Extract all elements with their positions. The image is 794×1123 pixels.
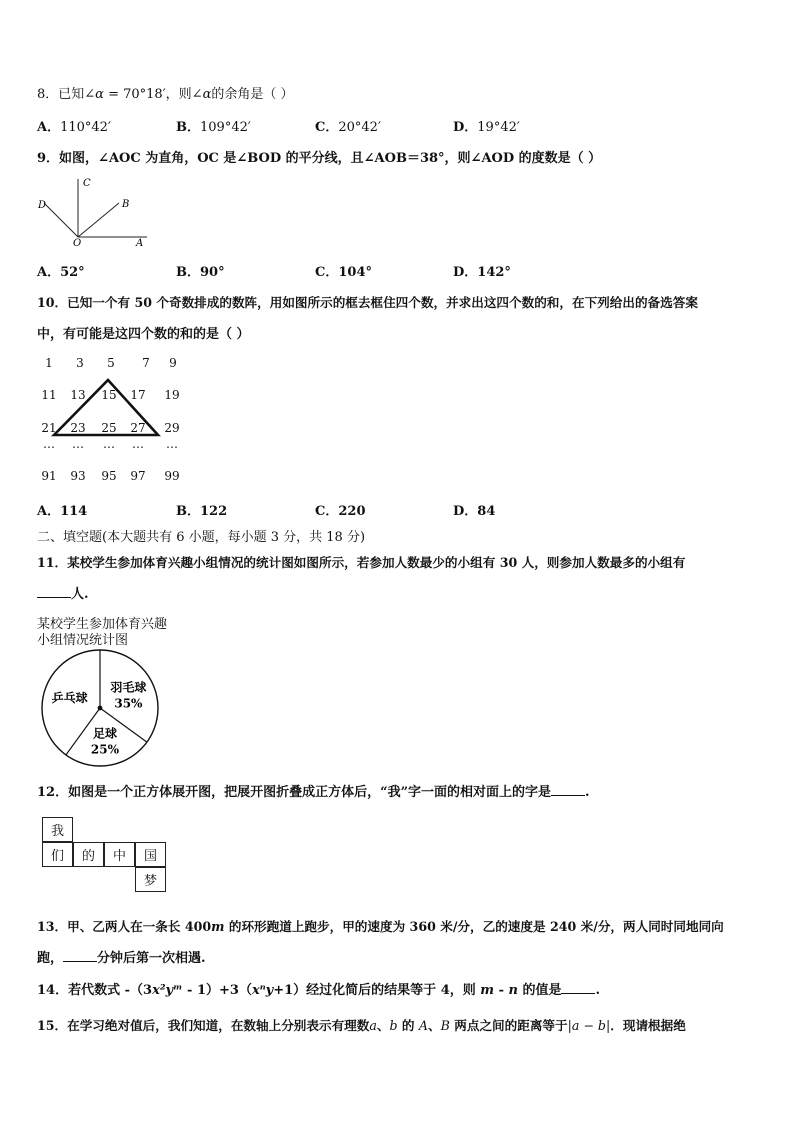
- array-cell: 97: [130, 469, 146, 483]
- q15-text: 、: [428, 1018, 441, 1033]
- array-cell: …: [132, 437, 144, 451]
- q8-text-pre: 8．已知∠: [37, 87, 96, 102]
- net-cell: 的: [73, 842, 104, 867]
- q8-option-b[interactable]: [176, 116, 251, 135]
- q10-triangle-frame: [40, 370, 170, 440]
- q14-text: - 1）+3（: [182, 983, 252, 998]
- q11-chart-title-1: 某校学生参加体育兴趣: [37, 617, 168, 632]
- label-c: C: [83, 178, 91, 189]
- q13-unit-m: m: [211, 919, 225, 934]
- pie-slice-percent: 35%: [114, 696, 143, 711]
- q14-text: +1）经过化简后的结果等于 4，则: [273, 983, 481, 998]
- array-cell: 91: [41, 469, 57, 483]
- q14-expr: xⁿy: [251, 983, 274, 998]
- array-cell: 7: [142, 356, 150, 370]
- q15-text: ．现请根据绝: [610, 1018, 686, 1033]
- array-cell: …: [166, 437, 178, 451]
- array-cell: 17: [130, 388, 146, 402]
- q11-suffix: 人.: [71, 587, 89, 602]
- q8-option-a[interactable]: [37, 116, 111, 135]
- q9-angle-figure: [34, 173, 154, 247]
- option-letter: A．: [37, 265, 61, 280]
- ray-od: [44, 203, 78, 237]
- net-cell: 我: [42, 817, 73, 842]
- q11-stem-line1: 11．某校学生参加体育兴趣小组情况的统计图如图所示，若参加人数最少的小组有 30 人，则参加人数最多的小组有: [37, 555, 686, 570]
- pie-slice-label: 羽毛球: [110, 680, 147, 695]
- q13-text: 的环形跑道上跑步，甲的速度为 360 米/分，乙的速度是 240 米/分，两人同时同地同向: [224, 919, 724, 934]
- q10-stem-line2: 中，有可能是这四个数的和的是（ ）: [37, 327, 250, 342]
- option-letter: B．: [176, 120, 200, 135]
- q12-suffix: .: [585, 785, 590, 800]
- q14-stem: [37, 979, 600, 998]
- array-cell: 9: [169, 356, 177, 370]
- array-cell: 21: [41, 421, 57, 435]
- option-value: 142°: [477, 265, 511, 280]
- array-cell: …: [43, 437, 55, 451]
- q8-option-d[interactable]: [453, 116, 520, 135]
- q14-text: -: [494, 983, 509, 998]
- option-letter: B．: [176, 265, 200, 280]
- q13-text: 跑，: [37, 951, 64, 966]
- q12-text: 12．如图是一个正方体展开图，把展开图折叠成正方体后，“我”字一面的相对面上的字是: [37, 785, 552, 800]
- array-cell: …: [72, 437, 84, 451]
- option-value: 90°: [200, 265, 225, 280]
- array-cell: 93: [70, 469, 86, 483]
- q8-option-c[interactable]: [315, 116, 381, 135]
- q9-stem: 9．如图，∠AOC 为直角，OC 是∠BOD 的平分线，且∠AOB＝38°，则∠AOD 的度数是（ ）: [37, 151, 602, 166]
- q13-text: 分钟后第一次相遇.: [97, 951, 206, 966]
- label-a: A: [136, 238, 144, 247]
- q14-var-m: m: [480, 983, 495, 998]
- q9-option-b[interactable]: [176, 261, 225, 280]
- array-cell: 15: [101, 388, 117, 402]
- q11-chart-title-2: 小组情况统计图: [37, 633, 129, 648]
- q15-text: 两点之间的距离等于: [449, 1018, 568, 1033]
- option-value: 122: [200, 504, 228, 519]
- q8-alpha-2: α: [202, 87, 212, 102]
- option-value: 19°42′: [477, 120, 520, 135]
- pie-center: [98, 706, 103, 711]
- q15-abs-expr: |a − b|: [567, 1018, 611, 1033]
- q15-var-a: a: [369, 1018, 377, 1033]
- array-cell: 99: [164, 469, 180, 483]
- net-cell: 国: [135, 842, 166, 867]
- option-letter: C．: [315, 504, 339, 519]
- label-d: D: [38, 200, 47, 211]
- array-cell: 29: [164, 421, 180, 435]
- q10-option-a[interactable]: [37, 500, 87, 519]
- q15-text: 的: [397, 1018, 419, 1033]
- option-value: 220: [338, 504, 366, 519]
- ray-ob: [78, 203, 119, 237]
- pie-slice-label: 乒乓球: [51, 691, 88, 706]
- answer-blank[interactable]: [561, 981, 595, 994]
- q11-stem-line2: [37, 583, 89, 602]
- q8-degmin: °18′: [139, 87, 166, 102]
- section-heading-fill-in: 二、填空题(本大题共有 6 小题，每小题 3 分，共 18 分): [37, 530, 366, 545]
- option-letter: C．: [315, 265, 339, 280]
- q14-suffix: .: [595, 983, 601, 998]
- q8-eq: = 70: [103, 87, 140, 102]
- net-cell: 们: [42, 842, 73, 867]
- array-cell: 95: [101, 469, 117, 483]
- q8-alpha: α: [95, 87, 104, 102]
- q15-stem: [37, 1015, 686, 1034]
- q13-stem-line1: [37, 916, 724, 935]
- array-cell: 23: [70, 421, 86, 435]
- option-letter: D．: [453, 504, 478, 519]
- q9-option-c[interactable]: [315, 261, 372, 280]
- option-value: 84: [477, 504, 496, 519]
- q14-text: 14．若代数式 -（3: [37, 983, 153, 998]
- option-value: 20°42′: [338, 120, 381, 135]
- option-letter: A．: [37, 120, 61, 135]
- option-letter: D．: [453, 265, 478, 280]
- q9-option-d[interactable]: [453, 261, 511, 280]
- q13-stem-line2: [37, 947, 206, 966]
- q14-var-n: n: [508, 983, 518, 998]
- array-cell: 25: [101, 421, 117, 435]
- q15-point-a: A: [418, 1018, 429, 1033]
- label-o: O: [73, 238, 82, 247]
- q10-option-d[interactable]: [453, 500, 495, 519]
- option-letter: B．: [176, 504, 200, 519]
- q15-var-b: b: [389, 1018, 398, 1033]
- array-cell: 3: [76, 356, 84, 370]
- q14-text: 的值是: [517, 983, 562, 998]
- array-cell: 11: [41, 388, 57, 402]
- q8-text-post: 的余角是（ ）: [211, 87, 294, 102]
- pie-slice-label: 足球: [92, 726, 117, 741]
- q12-stem: [37, 781, 590, 800]
- answer-blank[interactable]: [37, 585, 71, 598]
- answer-blank[interactable]: [63, 949, 97, 962]
- pie-slice-percent: 25%: [90, 742, 120, 757]
- option-value: 104°: [338, 265, 372, 280]
- option-letter: D．: [453, 120, 478, 135]
- q13-text: 13．甲、乙两人在一条长 400: [37, 919, 212, 934]
- q11-pie-chart: [36, 645, 166, 769]
- array-cell: 27: [130, 421, 146, 435]
- answer-blank[interactable]: [551, 783, 585, 796]
- net-cell: 中: [104, 842, 135, 867]
- q15-text: 、: [376, 1018, 390, 1033]
- array-cell: 13: [70, 388, 86, 402]
- array-cell: 1: [45, 356, 53, 370]
- q8-text-mid: ，则∠: [165, 87, 203, 102]
- q14-expr: x²yᵐ: [152, 983, 183, 998]
- q10-stem-line1: 10．已知一个有 50 个奇数排成的数阵，用如图所示的框去框住四个数，并求出这四个数的和，在下列给出的备选答案: [37, 295, 698, 310]
- q9-option-a[interactable]: [37, 261, 85, 280]
- option-value: 52°: [60, 265, 85, 280]
- label-b: B: [122, 199, 130, 210]
- q15-point-b: B: [440, 1018, 450, 1033]
- q10-option-b[interactable]: [176, 500, 227, 519]
- option-value: 110°42′: [60, 120, 111, 135]
- option-value: 114: [60, 504, 88, 519]
- q15-text: 15．在学习绝对值后，我们知道，在数轴上分别表示有理数: [37, 1018, 370, 1033]
- option-letter: C．: [315, 120, 339, 135]
- array-cell: …: [103, 437, 115, 451]
- option-letter: A．: [37, 504, 61, 519]
- net-cell: 梦: [135, 867, 166, 892]
- q10-option-c[interactable]: [315, 500, 366, 519]
- option-value: 109°42′: [200, 120, 251, 135]
- q8-stem: [37, 83, 293, 102]
- array-cell: 19: [164, 388, 180, 402]
- array-cell: 5: [107, 356, 115, 370]
